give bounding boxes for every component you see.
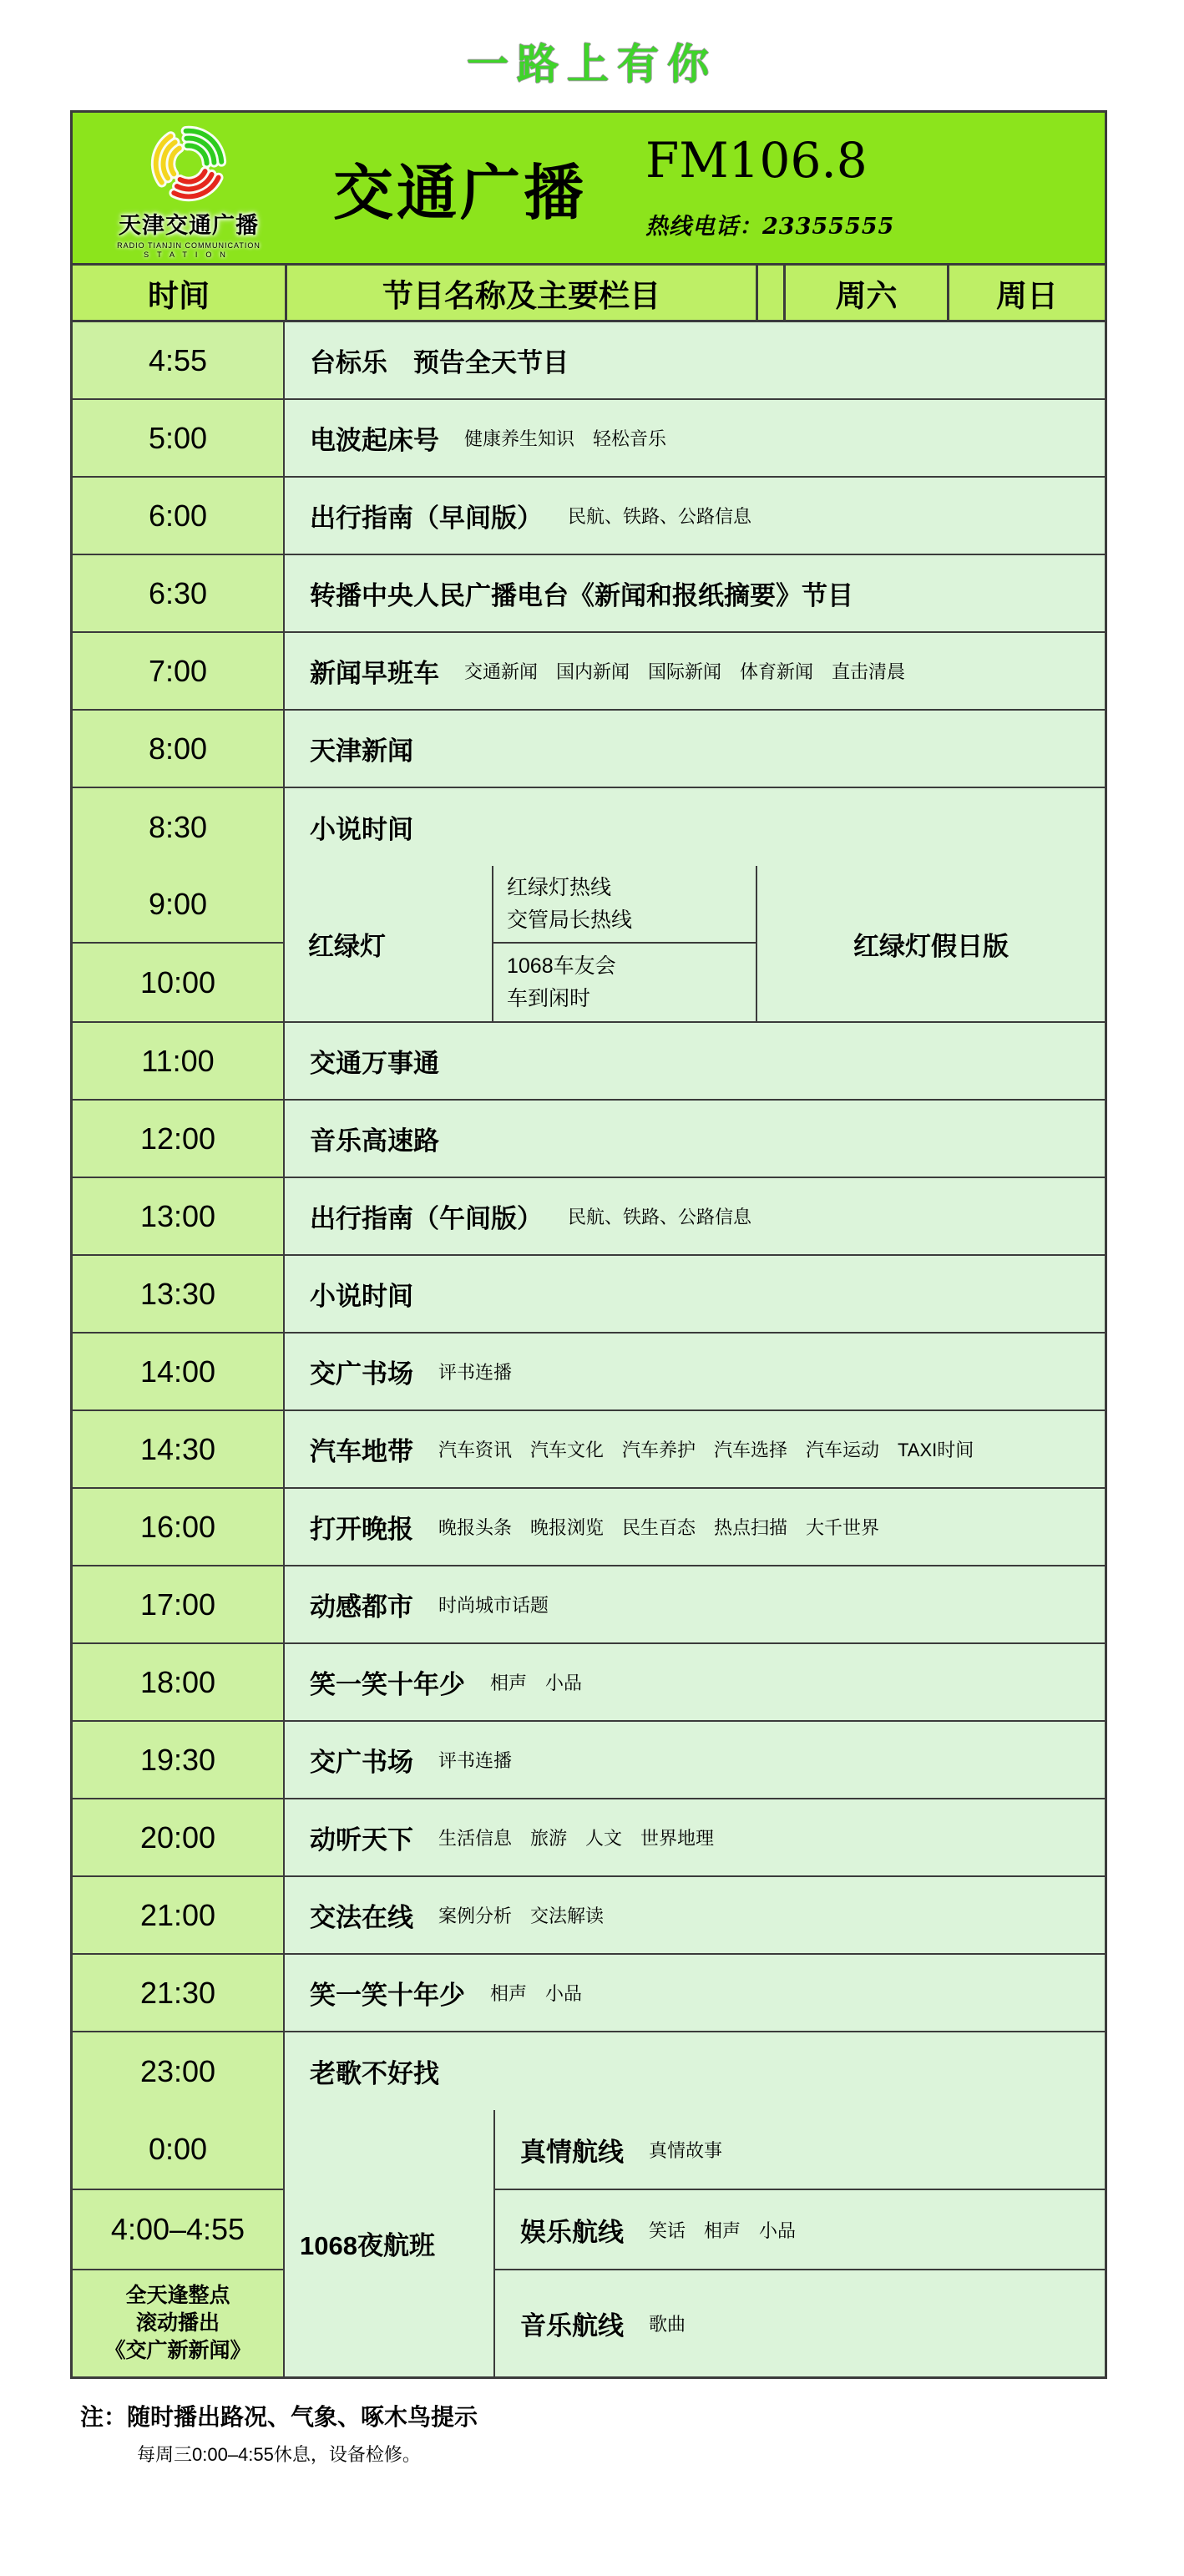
time-cell: 0:00 [73, 2110, 285, 2190]
table-row [73, 1023, 1105, 1101]
program-cell [285, 1722, 1105, 1798]
program-cell [285, 1955, 1105, 2031]
program-subs: 歌曲 [649, 2314, 686, 2335]
program-cell [285, 788, 1105, 866]
table-row [73, 633, 1105, 711]
program-cell-traffic-light [285, 866, 493, 1021]
program-cell [285, 478, 1105, 554]
program-name: 天津新闻 [310, 736, 413, 766]
program-cell [285, 1101, 1105, 1177]
program-name: 音乐高速路 [310, 1126, 439, 1156]
program-cell [285, 1178, 1105, 1254]
program-name: 红绿灯 [308, 931, 386, 961]
table-row [73, 478, 1105, 555]
table-row [73, 1877, 1105, 1955]
program-name: 真情航线 [520, 2137, 624, 2167]
program-cell [285, 1411, 1105, 1487]
program-name: 动听天下 [310, 1825, 413, 1855]
schedule-rows-day [73, 1023, 1105, 2110]
time-cell: 17:00 [73, 1566, 285, 1642]
program-name: 交广书场 [310, 1359, 413, 1389]
station-logo-en-line1: RADIO TIANJIN COMMUNICATION [117, 241, 261, 250]
hotline-phone: 热线电话：23355555 [645, 213, 895, 240]
time-cell: 5:00 [73, 400, 285, 476]
hotline-cell-bottom [493, 944, 757, 1021]
night-line-cell [495, 2190, 1105, 2270]
program-name: 台标乐 预告全天节目 [310, 348, 569, 377]
time-cell: 12:00 [73, 1101, 285, 1177]
time-cell: 21:00 [73, 1877, 285, 1953]
program-cell [285, 555, 1105, 631]
table-row [73, 1411, 1105, 1489]
program-name: 转播中央人民广播电台《新闻和报纸摘要》节目 [310, 581, 853, 610]
table-row [73, 1799, 1105, 1877]
time-cell: 8:30 [73, 788, 285, 866]
program-name: 汽车地带 [310, 1437, 413, 1466]
table-row [73, 1489, 1105, 1566]
program-subs: 晚报头条 晚报浏览 民生百态 热点扫描 大千世界 [438, 1517, 880, 1538]
table-row [73, 555, 1105, 633]
time-cell: 13:00 [73, 1178, 285, 1254]
table-row [73, 1334, 1105, 1411]
frequency: FM106.8 [645, 132, 868, 190]
column-header-spacer [756, 266, 783, 320]
time-cell: 7:00 [73, 633, 285, 709]
table-row [73, 1722, 1105, 1799]
program-cell [285, 1334, 1105, 1409]
time-cell: 10:00 [73, 944, 285, 1021]
time-cell: 16:00 [73, 1489, 285, 1565]
program-name: 老歌不好找 [310, 2059, 439, 2088]
program-cell [285, 1489, 1105, 1565]
program-name: 动感都市 [310, 1592, 413, 1622]
program-subs: 时尚城市话题 [438, 1595, 549, 1616]
column-header-sunday: 周日 [947, 266, 1105, 320]
program-name: 交法在线 [310, 1903, 413, 1932]
program-cell [285, 1644, 1105, 1720]
program-cell [285, 633, 1105, 709]
program-subs: 笑话 相声 小品 [649, 2219, 797, 2241]
program-subs: 交通新闻 国内新闻 国际新闻 体育新闻 直击清晨 [464, 661, 906, 682]
time-cell: 11:00 [73, 1023, 285, 1099]
program-cell [285, 1256, 1105, 1332]
table-row [73, 711, 1105, 788]
column-header-program: 节目名称及主要栏目 [285, 266, 756, 320]
hotline-line: 车到闲时 [507, 986, 591, 1010]
program-subs: 民航、铁路、公路信息 [568, 1207, 752, 1227]
time-cell: 6:30 [73, 555, 285, 631]
time-cell: 19:30 [73, 1722, 285, 1798]
program-subs: 案例分析 交法解读 [438, 1905, 605, 1926]
program-cell-night-flight [285, 2110, 495, 2376]
time-cell: 23:00 [73, 2032, 285, 2110]
time-cell: 21:30 [73, 1955, 285, 2031]
masthead-right [645, 132, 895, 240]
program-name: 娱乐航线 [520, 2217, 624, 2247]
station-logo-name: 天津交通广播 [119, 213, 259, 238]
program-name: 音乐航线 [520, 2311, 624, 2341]
table-header-row [73, 266, 1105, 322]
table-row [73, 400, 1105, 478]
note-line: 《交广新新闻》 [104, 2339, 251, 2362]
program-name: 电波起床号 [310, 426, 439, 455]
time-cell: 14:30 [73, 1411, 285, 1487]
footer-notes [80, 2399, 1184, 2467]
masthead [73, 113, 1105, 266]
program-cell [285, 1877, 1105, 1953]
time-cell: 4:00–4:55 [73, 2190, 285, 2270]
program-subs: 民航、铁路、公路信息 [568, 506, 752, 527]
slogan-banner [0, 12, 1184, 110]
program-cell [285, 1023, 1105, 1099]
time-cell: 4:55 [73, 322, 285, 398]
footer-note-2: 每周三0:00–4:55休息，设备检修。 [137, 2444, 421, 2465]
weekend-program-cell [757, 866, 1105, 1021]
station-name: 交通广播 [333, 160, 588, 227]
note-line: 滚动播出 [135, 2311, 220, 2335]
schedule-sheet [70, 110, 1107, 2379]
time-cell: 13:30 [73, 1256, 285, 1332]
night-flight-section [73, 2110, 1105, 2376]
program-name: 打开晚报 [310, 1515, 413, 1544]
program-name: 出行指南（早间版） [310, 504, 543, 533]
program-name: 红绿灯假日版 [853, 931, 1009, 961]
time-cell: 20:00 [73, 1799, 285, 1875]
table-row [73, 1644, 1105, 1722]
table-row [73, 322, 1105, 400]
table-row [73, 1178, 1105, 1256]
night-line-cell [495, 2270, 1105, 2376]
program-cell [285, 711, 1105, 787]
table-row [73, 1955, 1105, 2032]
program-name: 笑一笑十年少 [310, 1981, 465, 2010]
program-subs: 评书连播 [438, 1750, 513, 1771]
hotline-line: 交管局长热线 [507, 908, 633, 932]
time-cell: 14:00 [73, 1334, 285, 1409]
program-subs: 健康养生知识 轻松音乐 [464, 428, 667, 449]
program-name: 小说时间 [310, 1282, 413, 1311]
program-subs: 汽车资讯 汽车文化 汽车养护 汽车选择 汽车运动 TAXI时间 [438, 1440, 974, 1460]
time-cell: 6:00 [73, 478, 285, 554]
program-name: 新闻早班车 [310, 659, 439, 688]
program-cell [285, 1566, 1105, 1642]
station-logo-swirl-icon [139, 117, 238, 210]
program-name: 1068夜航班 [300, 2231, 435, 2260]
program-name: 小说时间 [310, 815, 413, 844]
note-line: 全天逢整点 [125, 2284, 230, 2307]
program-subs: 相声 小品 [490, 1983, 583, 2004]
night-line-cell [495, 2110, 1105, 2190]
program-subs: 真情故事 [649, 2139, 723, 2161]
table-row [73, 788, 1105, 866]
program-subs: 生活信息 旅游 人文 世界地理 [438, 1828, 715, 1849]
time-cell: 18:00 [73, 1644, 285, 1720]
table-row [73, 2032, 1105, 2110]
hotline-line: 1068车友会 [507, 954, 616, 978]
program-subs: 评书连播 [438, 1362, 513, 1383]
column-header-time: 时间 [148, 278, 210, 313]
program-subs: 相声 小品 [490, 1673, 583, 1693]
time-cell: 8:00 [73, 711, 285, 787]
station-logo-en-line2: STATION [144, 251, 234, 259]
program-cell [285, 322, 1105, 398]
hotline-line: 红绿灯热线 [507, 875, 612, 899]
program-name: 笑一笑十年少 [310, 1670, 465, 1699]
program-cell [285, 2032, 1105, 2110]
slogan-title: 一路上有你 [467, 41, 717, 88]
table-row [73, 1101, 1105, 1178]
column-header-saturday: 周六 [783, 266, 947, 320]
traffic-light-section [73, 866, 1105, 1023]
table-row [73, 1256, 1105, 1334]
hotline-cell-top [493, 866, 757, 944]
program-name: 出行指南（午间版） [310, 1204, 543, 1233]
program-cell [285, 400, 1105, 476]
station-logo [84, 117, 293, 259]
footer-note-1: 注：随时播出路况、气象、啄木鸟提示 [80, 2404, 478, 2430]
schedule-rows-morning [73, 322, 1105, 866]
program-name: 交通万事通 [310, 1049, 439, 1078]
rolling-news-note-cell [73, 2270, 285, 2376]
program-cell [285, 1799, 1105, 1875]
time-cell: 9:00 [73, 866, 285, 944]
program-name: 交广书场 [310, 1748, 413, 1777]
table-row [73, 1566, 1105, 1644]
